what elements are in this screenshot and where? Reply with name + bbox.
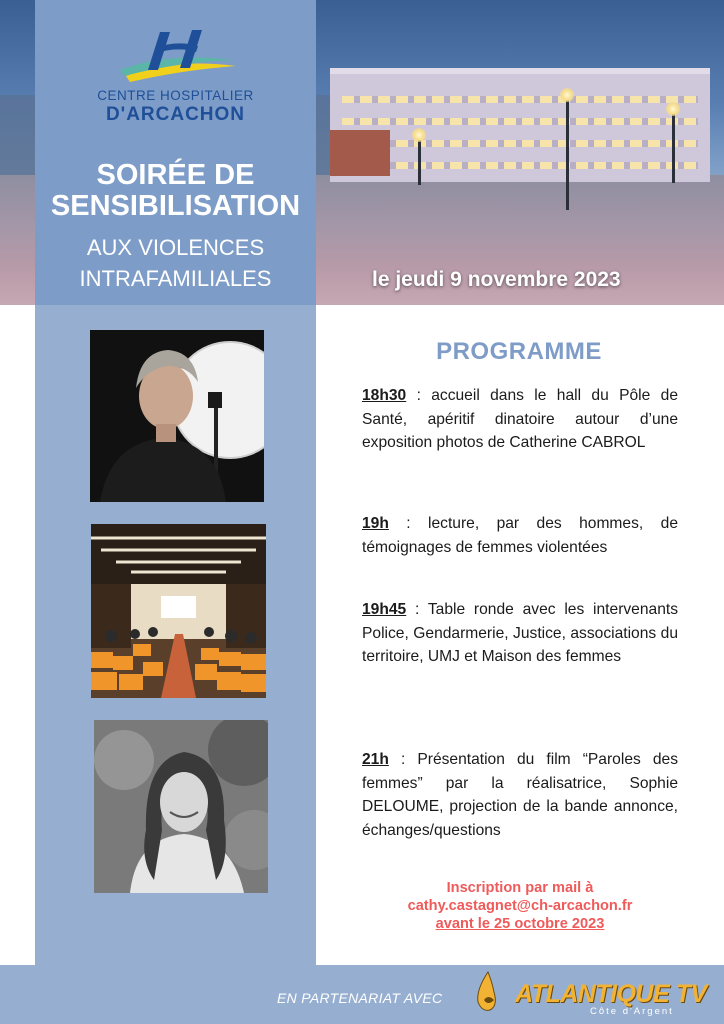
programme-time: 18h30 xyxy=(362,387,407,404)
registration-label: Inscription par mail à xyxy=(446,880,594,896)
programme-item xyxy=(362,512,678,559)
programme-item xyxy=(362,384,678,455)
programme-item xyxy=(362,748,678,842)
event-subtitle-line1: AUX VIOLENCES xyxy=(86,235,265,260)
street-lamp xyxy=(672,108,675,183)
partnership-label: EN PARTENARIAT AVEC xyxy=(277,990,443,1006)
lamp-light xyxy=(560,88,574,102)
event-subtitle xyxy=(35,232,316,294)
photographer-portrait-photo xyxy=(90,330,264,502)
lamp-light xyxy=(666,102,680,116)
event-title xyxy=(35,160,316,222)
street-lamp xyxy=(418,135,421,185)
programme-time: 19h45 xyxy=(362,601,407,618)
registration-info xyxy=(360,879,680,933)
lamp-light xyxy=(412,128,426,142)
street-lamp xyxy=(566,95,569,210)
partner-brand-name: ATLANTIQUE TV xyxy=(515,980,707,1008)
hospital-name-line1: CENTRE HOSPITALIER xyxy=(97,88,254,103)
registration-email-link[interactable]: cathy.castagnet@ch-arcachon.fr xyxy=(407,898,633,914)
conference-room-photo xyxy=(91,524,266,698)
programme-description: : accueil dans le hall du Pôle de Santé, apéritif dinatoire autour d’une exposition photos de Catherine CABROL xyxy=(362,387,678,451)
event-title-line2: SENSIBILISATION xyxy=(50,190,301,222)
programme-heading: PROGRAMME xyxy=(436,338,602,365)
event-date: le jeudi 9 novembre 2023 xyxy=(372,268,621,291)
director-portrait-photo xyxy=(94,720,268,893)
programme-description: : lecture, par des hommes, de témoignages de femmes violentées xyxy=(362,515,678,556)
programme-time: 21h xyxy=(362,751,389,768)
partner-brand-tagline: Côte d'Argent xyxy=(590,1006,674,1017)
ch-arcachon-logo-icon xyxy=(112,26,242,86)
event-title-line1: SOIRÉE DE xyxy=(96,159,255,191)
programme-item xyxy=(362,598,678,669)
programme-description: : Table ronde avec les intervenants Police, Gendarmerie, Justice, associations du territoire, UMJ et Maison des femmes xyxy=(362,601,678,665)
building-brick-base xyxy=(330,130,390,176)
programme-time: 19h xyxy=(362,515,389,532)
programme-description: : Présentation du film “Paroles des femmes” par la réalisatrice, Sophie DELOUME, projection de la bande annonce, échanges/questions xyxy=(362,751,678,839)
atlantique-tv-logo-icon xyxy=(472,970,502,1014)
hospital-name-line2: D'ARCACHON xyxy=(105,104,246,125)
registration-deadline: avant le 25 octobre 2023 xyxy=(435,916,605,932)
event-subtitle-line2: INTRAFAMILIALES xyxy=(79,266,272,291)
